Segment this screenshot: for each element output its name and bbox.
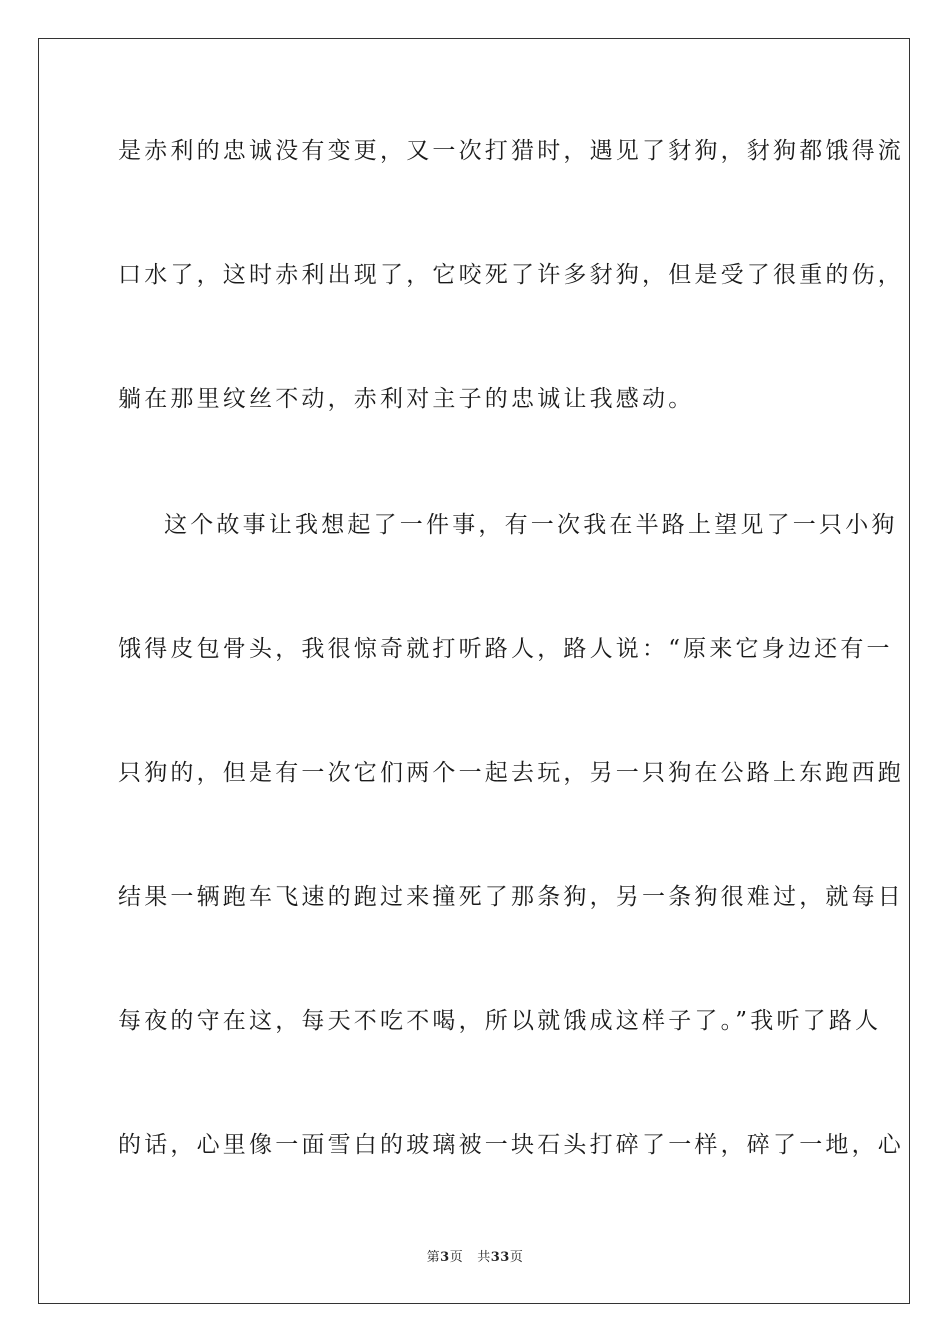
footer-total-prefix: 共 (477, 1250, 491, 1265)
text-line-3: 躺在那里纹丝不动，赤利对主子的忠诚让我感动。 (118, 386, 695, 412)
text-line-5: 饿得皮包骨头，我很惊奇就打听路人，路人说：“原来它身边还有一 (118, 636, 893, 662)
footer-page-suffix: 页 (449, 1250, 464, 1265)
text-line-6: 只狗的，但是有一次它们两个一起去玩，另一只狗在公路上东跑西跑 (118, 760, 904, 786)
footer-total-pages: 33 (490, 1250, 510, 1265)
page-border (38, 38, 910, 1304)
footer-page-prefix: 第 (426, 1250, 441, 1265)
text-line-1: 是赤利的忠诚没有变更，又一次打猎时，遇见了豺狗，豺狗都饿得流 (118, 138, 904, 164)
text-line-8: 每夜的守在这，每天不吃不喝，所以就饿成这样子了。”我听了路人 (118, 1008, 882, 1034)
page-footer (0, 1246, 950, 1265)
text-line-9: 的话，心里像一面雪白的玻璃被一块石头打碎了一样，碎了一地，心 (118, 1132, 904, 1158)
text-line-7: 结果一辆跑车飞速的跑过来撞死了那条狗，另一条狗很难过，就每日 (118, 884, 904, 910)
text-line-4-paragraph-start: 这个故事让我想起了一件事，有一次我在半路上望见了一只小狗 (164, 512, 898, 538)
footer-total-suffix: 页 (509, 1250, 524, 1265)
text-line-2: 口水了，这时赤利出现了，它咬死了许多豺狗，但是受了很重的伤， (118, 262, 904, 288)
footer-page-number: 3 (440, 1250, 450, 1265)
